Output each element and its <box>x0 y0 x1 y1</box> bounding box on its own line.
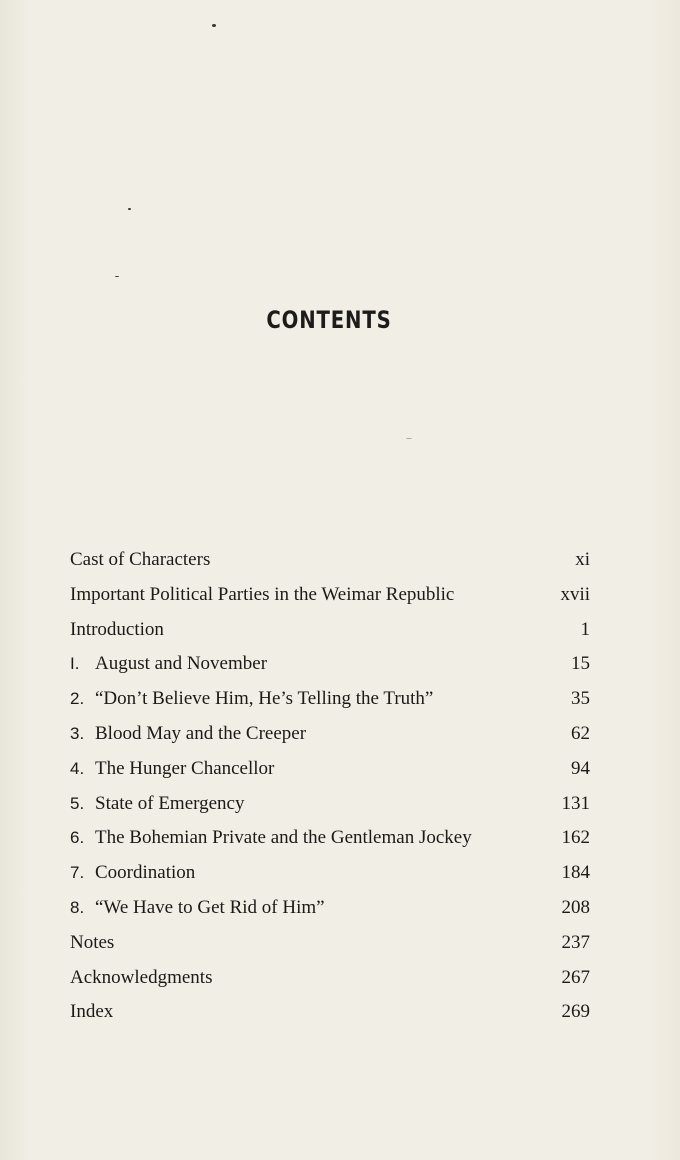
page-title: CONTENTS <box>266 306 392 335</box>
toc-page-number: 131 <box>561 792 590 814</box>
toc-row[interactable] <box>70 613 590 648</box>
toc-entry <box>70 891 325 926</box>
toc-entry <box>70 578 454 613</box>
toc-entry <box>70 647 267 682</box>
toc-entry-title: Important Political Parties in the Weimar Republic <box>70 583 455 605</box>
toc-row[interactable] <box>70 682 590 717</box>
toc-page-number: 237 <box>561 931 590 953</box>
toc-page-number: xvii <box>560 583 590 605</box>
toc-entry <box>70 613 164 648</box>
toc-entry <box>70 821 472 856</box>
toc-row[interactable] <box>70 926 590 961</box>
toc-entry <box>70 995 113 1030</box>
toc-page-number: 62 <box>571 722 590 744</box>
toc-page-number: 184 <box>561 862 590 884</box>
toc-page-number: 267 <box>561 966 590 988</box>
chapter-number: 2. <box>70 689 85 709</box>
toc-page-number: 208 <box>561 896 590 918</box>
toc-entry <box>70 543 210 578</box>
toc-row[interactable] <box>70 787 590 822</box>
toc-entry <box>70 787 245 822</box>
toc-page-number: 35 <box>571 688 590 710</box>
toc-row[interactable] <box>70 856 590 891</box>
toc-page-number: xi <box>575 549 590 570</box>
toc-row[interactable] <box>70 961 590 996</box>
toc-row[interactable] <box>70 891 590 926</box>
toc-page-number: 94 <box>571 757 590 779</box>
toc-entry-title: Acknowledgments <box>70 966 213 988</box>
toc-page-number: 15 <box>571 653 590 675</box>
toc-page-number: 162 <box>561 827 590 849</box>
toc-entry-title: State of Emergency <box>95 792 245 814</box>
chapter-number: 8. <box>70 897 85 917</box>
toc-page-number: 269 <box>561 1001 590 1023</box>
toc-page-number: 1 <box>580 618 590 640</box>
toc-entry-title: Coordination <box>95 862 196 884</box>
chapter-number: 6. <box>70 828 85 848</box>
toc-entry-title: Introduction <box>70 618 164 640</box>
paper-speck <box>212 24 216 27</box>
paper-speck <box>128 208 131 210</box>
table-of-contents <box>70 543 590 1030</box>
chapter-number: 7. <box>70 863 85 883</box>
toc-entry-title: “Don’t Believe Him, He’s Telling the Truth” <box>95 688 434 710</box>
toc-row[interactable] <box>70 717 590 752</box>
toc-entry-title: August and November <box>95 653 268 675</box>
toc-entry <box>70 682 433 717</box>
toc-row[interactable] <box>70 578 590 613</box>
toc-entry-title: Cast of Characters <box>70 549 211 570</box>
toc-entry-title: The Bohemian Private and the Gentleman Jockey <box>95 827 472 849</box>
toc-row[interactable] <box>70 821 590 856</box>
paper-speck <box>115 276 119 277</box>
toc-entry-title: Index <box>70 1001 114 1023</box>
toc-row[interactable] <box>70 752 590 787</box>
toc-entry-title: Notes <box>70 931 115 953</box>
toc-row[interactable] <box>70 995 590 1030</box>
chapter-number: I. <box>70 654 80 674</box>
toc-row[interactable] <box>70 543 590 578</box>
chapter-number: 5. <box>70 793 85 813</box>
toc-entry <box>70 926 114 961</box>
toc-entry-title: The Hunger Chancellor <box>95 757 275 779</box>
toc-entry <box>70 752 274 787</box>
toc-entry <box>70 717 306 752</box>
toc-entry <box>70 856 195 891</box>
chapter-number: 4. <box>70 758 85 778</box>
toc-entry <box>70 961 212 996</box>
toc-entry-title: “We Have to Get Rid of Him” <box>95 896 325 918</box>
chapter-number: 3. <box>70 723 85 743</box>
toc-entry-title: Blood May and the Creeper <box>95 722 307 744</box>
paper-speck <box>406 438 412 439</box>
toc-row[interactable] <box>70 647 590 682</box>
